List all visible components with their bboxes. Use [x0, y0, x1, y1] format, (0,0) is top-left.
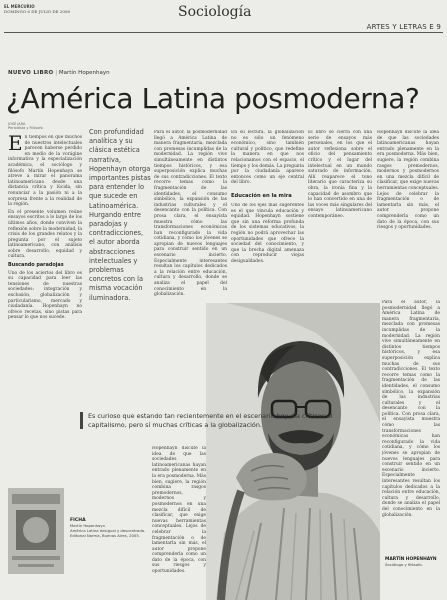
byline-name: JOSÉ JARA — [8, 122, 26, 126]
kicker-author: Martín Hopenhayn — [58, 70, 110, 76]
column-1-paragraph-2: En el presente volumen reúne ensayos escritos a lo largo de los últimos años, donde conviven la reflexión sobre la modernidad, la crisis de los grandes relatos y la pregunta por el sujeto latinoamericano, con análisis sobre desarrollo, equidad y cultura. — [8, 209, 82, 260]
article-column-3-continued: Uno de los ejes más sugerentes es el que vincula educación y equidad. Hopenhayn sostiene que sin una reforma profunda de los sistemas educativos, la región no podrá aprovechar las oportunidades que ofrece la sociedad del conocimiento, y que la brecha digital amenaza con reproducir viejas desigualdades. — [231, 203, 304, 264]
kicker-label: NUEVO LIBRO — [8, 70, 54, 76]
article-column-3: En su lectura, la globalización no es sólo un fenómeno económico, sino también cultural y político, que redefine la manera en que nos relacionamos con el espacio, el tiempo y los demás. La pregunta por la ciudadanía aparece entonces como un eje central del libro. — [231, 130, 304, 186]
photo-caption-body: Sociólogo y filósofo. — [385, 562, 423, 567]
photo-caption — [385, 557, 437, 567]
portrait-illustration — [206, 303, 380, 600]
header-rule — [4, 32, 443, 33]
masthead — [4, 4, 70, 14]
photo-caption-title: MARTÍN HOPENHAYN — [385, 557, 437, 562]
article-column-2: Para el autor, la posmodernidad llegó a América Latina de manera fragmentaria, mezclada con promesas incumplidas de la modernidad. La región vive simultáneamente en distintos tiempos históricos, y esa superposición explica muchas de sus contradicciones. El texto recorre temas como la fragmentación de las identidades, el consumo simbólico, la expansión de las industrias culturales y el desencanto con la política. Con prosa clara, el ensayista muestra cómo las transformaciones económicas han reconfigurado la vida cotidiana, y cómo los jóvenes se apropian de nuevos lenguajes para construir sentido en un escenario incierto. Especialmente interesantes resultan los capítulos dedicados a la relación entre educación, cultura y desarrollo, donde se analiza el papel del conocimiento en la globalización. — [154, 130, 227, 298]
pull-quote: Es curioso que estando tan recientemente en el escenario hoy día críticas al capitalismo, pero sí muchas críticas a la globalización. — [80, 412, 336, 429]
kicker: NUEVO LIBRO | Martín Hopenhayn — [8, 70, 110, 76]
article-deck: Con profundidad analítica y su clásica estética narrativa, Hopenhayn otorga importantes pistas para entender lo que sucede en Latinoamérica. Hurgando entre paradojas y contradicciones, el autor aborda abstracciones intelectuales y problemas concretos con la misma vocación iluminadora. — [89, 128, 151, 302]
book-caption-label: FICHA — [70, 518, 86, 523]
subhead-buscando-paradojas: Buscando paradojas — [8, 262, 64, 269]
article-column-2-continued: Hopenhayn discute la idea de que las sociedades latinoamericanas hayan entrado plenamente en la era posmoderna. Más bien, sugiere, la región combina rasgos premodernos, modernos y posmodernos en una mezcla difícil de clasificar, que exige nuevas herramientas conceptuales. Lejos de celebrar la fragmentación o de lamentarla sin más, el autor propone comprenderla como un dato de la época, con sus riesgos y oportunidades. — [152, 446, 206, 575]
dropcap: E — [8, 135, 23, 155]
article-column-5: Hopenhayn discute la idea de que las sociedades latinoamericanas hayan entrado plenamente en la era posmoderna. Más bien, sugiere, la región combina rasgos premodernos, modernos y posmodernos en una mezcla difícil de clasificar, que exige nuevas herramientas conceptuales. Lejos de celebrar la fragmentación o de lamentarla sin más, el autor propone comprenderla como un dato de la época, con sus riesgos y oportunidades. — [377, 130, 439, 231]
headline: ¿América Latina posmoderna? — [6, 82, 420, 115]
paper-name: EL MERCURIO — [4, 4, 35, 9]
page-number: E 9 — [429, 23, 441, 31]
book-caption-body: América Latina desigual y descentrada. Editorial Norma, Buenos Aires, 2005. — [70, 528, 146, 538]
column-1-paragraph-1: n tiempos en que muchos de nuestros intelectuales parecen haberse perdido en medio de la vorágine informativa y la especialización académica, el sociólogo y filósofo Martín Hopenhayn se atreve a mirar el panorama latinoamericano desde una distancia crítica y lúcida, sin renunciar a la pasión ni a la sorpresa frente a la realidad de la región. — [8, 135, 82, 208]
supplement-label — [367, 23, 441, 31]
book-caption-title: Martín Hopenhayn — [70, 523, 106, 528]
subhead-educacion: Educación en la mira — [231, 193, 292, 199]
column-1-paragraph-3: Uno de los aciertos del libro es su capacidad para leer las tensiones de nuestras sociedades: integración y exclusión, globalización y particularismo, mercado y ciudadanía. Hopenhayn no ofrece recetas, sino pistas para pensar lo que nos sucede. — [8, 270, 82, 321]
article-column-4: El libro se cierra con una serie de ensayos más personales, en los que el autor reflexiona sobre el oficio del pensamiento crítico y el lugar del intelectual en un mundo saturado de información. Allí reaparece el tono literario que caracteriza su obra, la ironía fina y la capacidad de asombro que lo han convertido en una de las voces más singulares del ensayo latinoamericano contemporáneo. — [308, 130, 372, 219]
byline-role: Periodista y Filósofo — [8, 126, 43, 130]
article-column-1 — [8, 135, 82, 483]
article-column-5-continued: Para el autor, la posmodernidad llegó a América Latina de manera fragmentaria, mezclada con promesas incumplidas de la modernidad. La región vive simultáneamente en distintos tiempos históricos, y esa superposición explica muchas de sus contradicciones. El texto recorre temas como la fragmentación de las identidades, el consumo simbólico, la expansión de las industrias culturales y el desencanto con la política. Con prosa clara, el ensayista muestra cómo las transformaciones económicas han reconfigurado la vida cotidiana, y cómo los jóvenes se apropian de nuevos lenguajes para construir sentido en un escenario incierto. Especialmente interesantes resultan los capítulos dedicados a la relación entre educación, cultura y desarrollo, donde se analiza el papel del conocimiento en la globalización. — [382, 300, 440, 518]
section-title: Sociología — [178, 4, 252, 20]
supplement-name: ARTES Y LETRAS — [366, 23, 427, 31]
author-portrait-photo — [206, 303, 380, 600]
book-caption — [70, 518, 146, 538]
date-line: DOMINGO 6 DE JULIO DE 2008 — [4, 9, 70, 14]
book-cover-image — [8, 488, 64, 574]
byline — [8, 122, 43, 130]
